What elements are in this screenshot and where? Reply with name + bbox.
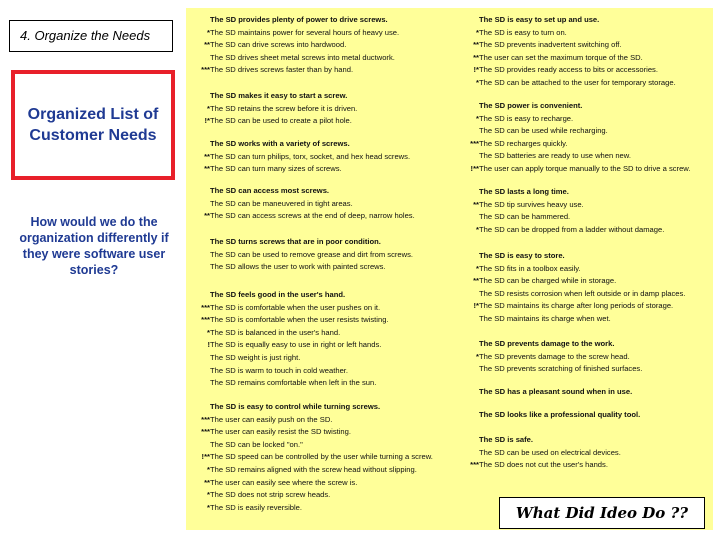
need-item-text: The SD is easy to turn on.	[479, 27, 567, 37]
need-item	[186, 365, 461, 378]
need-group-heading	[186, 185, 461, 198]
needs-list-panel	[186, 8, 713, 530]
need-item	[186, 327, 461, 340]
need-item-text: The user can easily push on the SD.	[210, 414, 333, 424]
need-item	[461, 211, 713, 224]
need-group-heading	[461, 250, 713, 263]
importance-mark: !*	[204, 116, 210, 126]
need-item-text: The SD resists corrosion when left outside or in damp places.	[479, 288, 686, 298]
importance-mark: **	[473, 52, 479, 62]
need-item	[461, 64, 713, 77]
need-item	[186, 489, 461, 502]
need-group	[461, 409, 713, 422]
need-item-text: The user can set the maximum torque of the SD.	[479, 52, 643, 62]
need-group-heading	[461, 100, 713, 113]
need-heading-text: The SD works with a variety of screws.	[210, 139, 350, 148]
importance-mark: **	[204, 477, 210, 487]
need-heading-text: The SD lasts a long time.	[479, 187, 569, 196]
importance-mark: **	[204, 164, 210, 174]
need-item-text: The SD can be dropped from a ladder without damage.	[479, 224, 665, 234]
need-item-text: The SD is easy to recharge.	[479, 113, 574, 123]
need-item-text: The SD speed can be controlled by the user while turning a screw.	[210, 452, 433, 462]
need-heading-text: The SD has a pleasant sound when in use.	[479, 387, 633, 396]
need-heading-text: The SD turns screws that are in poor condition.	[210, 237, 381, 246]
importance-mark: **	[204, 40, 210, 50]
need-item	[186, 314, 461, 327]
need-item	[186, 302, 461, 315]
need-item	[461, 113, 713, 126]
importance-mark: *	[207, 502, 210, 512]
importance-mark: **	[473, 276, 479, 286]
importance-mark: !*	[473, 301, 479, 311]
importance-mark: **	[204, 211, 210, 221]
need-heading-text: The SD prevents damage to the work.	[479, 339, 615, 348]
need-item-text: The SD does not strip screw heads.	[210, 490, 331, 500]
need-item	[461, 138, 713, 151]
need-item-text: The SD can be maneuvered in tight areas.	[210, 198, 353, 208]
need-item	[186, 339, 461, 352]
importance-mark: !**	[201, 452, 210, 462]
importance-mark: ***	[201, 65, 210, 75]
importance-mark: *	[207, 103, 210, 113]
need-heading-text: The SD power is convenient.	[479, 101, 583, 110]
need-item	[186, 502, 461, 515]
need-item	[186, 352, 461, 365]
need-item-text: The SD is comfortable when the user resists twisting.	[210, 315, 389, 325]
need-item	[461, 459, 713, 472]
need-heading-text: The SD can access most screws.	[210, 186, 330, 195]
need-item	[186, 151, 461, 164]
need-group-heading	[461, 14, 713, 27]
importance-mark: ***	[201, 427, 210, 437]
need-item	[186, 414, 461, 427]
need-item-text: The SD prevents scratching of finished surfaces.	[479, 364, 643, 374]
need-group-heading	[186, 401, 461, 414]
need-group	[461, 386, 713, 399]
need-item-text: The SD allows the user to work with painted screws.	[210, 262, 386, 272]
need-item	[186, 464, 461, 477]
importance-mark: *	[476, 113, 479, 123]
need-group	[461, 250, 713, 326]
need-group	[461, 14, 713, 90]
need-item-text: The SD can be used while recharging.	[479, 126, 608, 136]
need-item	[461, 125, 713, 138]
need-item	[461, 313, 713, 326]
importance-mark: **	[473, 40, 479, 50]
need-group-heading	[461, 186, 713, 199]
need-group	[186, 185, 461, 223]
need-group	[186, 236, 461, 274]
need-group-heading	[186, 14, 461, 27]
need-item	[186, 210, 461, 223]
need-item-text: The SD drives sheet metal screws into metal ductwork.	[210, 52, 395, 62]
importance-mark: **	[473, 199, 479, 209]
question-text: How would we do the organization differently if they were software user stories?	[19, 215, 169, 277]
need-item-text: The SD weight is just right.	[210, 352, 301, 362]
need-item-text: The SD can be charged while in storage.	[479, 276, 617, 286]
need-item-text: The SD can access screws at the end of deep, narrow holes.	[210, 211, 415, 221]
need-item	[186, 477, 461, 490]
need-item	[186, 426, 461, 439]
need-item-text: The SD can be used to remove grease and dirt from screws.	[210, 249, 414, 259]
need-item	[186, 198, 461, 211]
importance-mark: ***	[201, 414, 210, 424]
importance-mark: !	[207, 340, 210, 350]
need-item-text: The user can apply torque manually to the SD to drive a screw.	[479, 163, 691, 173]
need-group-heading	[186, 138, 461, 151]
need-item	[186, 64, 461, 77]
need-group-heading	[461, 434, 713, 447]
need-item-text: The SD can turn many sizes of screws.	[210, 164, 342, 174]
need-heading-text: The SD is easy to store.	[479, 251, 565, 260]
need-item	[461, 163, 713, 176]
importance-mark: *	[476, 27, 479, 37]
need-item-text: The SD maintains power for several hours of heavy use.	[210, 27, 400, 37]
need-heading-text: The SD is easy to control while turning screws.	[210, 402, 381, 411]
need-group	[186, 289, 461, 390]
need-item	[461, 300, 713, 313]
importance-mark: *	[207, 27, 210, 37]
need-group	[186, 90, 461, 128]
need-item-text: The SD recharges quickly.	[479, 138, 568, 148]
page-title: Organized List of Customer Needs	[27, 106, 159, 144]
need-item	[461, 199, 713, 212]
need-item	[461, 224, 713, 237]
importance-mark: !**	[470, 163, 479, 173]
need-item-text: The SD drives screws faster than by hand.	[210, 65, 354, 75]
need-group-heading	[186, 236, 461, 249]
need-item-text: The SD can be hammered.	[479, 212, 571, 222]
importance-mark: ***	[470, 138, 479, 148]
need-group-heading	[186, 289, 461, 302]
importance-mark: **	[204, 151, 210, 161]
need-item	[461, 351, 713, 364]
need-item-text: The SD can be attached to the user for temporary storage.	[479, 77, 676, 87]
need-item-text: The user can easily see where the screw is.	[210, 477, 358, 487]
need-item	[461, 77, 713, 90]
need-group-heading	[461, 386, 713, 399]
need-heading-text: The SD is safe.	[479, 435, 534, 444]
need-item-text: The SD is balanced in the user's hand.	[210, 327, 341, 337]
need-item	[461, 150, 713, 163]
need-item-text: The SD can drive screws into hardwood.	[210, 40, 347, 50]
need-group-heading	[186, 90, 461, 103]
need-group	[461, 434, 713, 472]
need-item-text: The SD can be used on electrical devices.	[479, 447, 621, 457]
importance-mark: *	[207, 464, 210, 474]
need-item-text: The SD remains aligned with the screw head without slipping.	[210, 464, 417, 474]
need-item	[186, 163, 461, 176]
need-item-text: The SD can be used to create a pilot hole.	[210, 116, 352, 126]
need-item-text: The SD retains the screw before it is driven.	[210, 103, 358, 113]
importance-mark: ***	[201, 315, 210, 325]
need-item	[186, 39, 461, 52]
need-item-text: The SD is warm to touch in cold weather.	[210, 365, 349, 375]
need-heading-text: The SD looks like a professional quality tool.	[479, 410, 641, 419]
need-heading-text: The SD makes it easy to start a screw.	[210, 91, 348, 100]
importance-mark: ***	[470, 460, 479, 470]
need-group	[186, 138, 461, 176]
need-item-text: The SD provides ready access to bits or accessories.	[479, 65, 658, 75]
importance-mark: !*	[473, 65, 479, 75]
need-item-text: The SD prevents damage to the screw head.	[479, 351, 630, 361]
importance-mark: *	[476, 224, 479, 234]
need-group	[461, 338, 713, 376]
need-item-text: The SD does not cut the user's hands.	[479, 460, 608, 470]
need-item-text: The SD batteries are ready to use when new.	[479, 151, 631, 161]
need-item	[461, 27, 713, 40]
need-item	[186, 249, 461, 262]
need-item	[186, 439, 461, 452]
importance-mark: ***	[201, 302, 210, 312]
importance-mark: *	[476, 351, 479, 361]
need-heading-text: The SD is easy to set up and use.	[479, 15, 600, 24]
need-group	[461, 100, 713, 176]
need-item	[461, 363, 713, 376]
need-group	[186, 401, 461, 514]
need-item	[461, 263, 713, 276]
need-item-text: The SD can be locked "on."	[210, 439, 303, 449]
need-item	[461, 288, 713, 301]
need-item-text: The SD prevents inadvertent switching off.	[479, 40, 622, 50]
section-label: 4. Organize the Needs	[9, 20, 173, 52]
need-item	[186, 451, 461, 464]
need-item-text: The SD remains comfortable when left in the sun.	[210, 378, 377, 388]
need-item-text: The SD fits in a toolbox easily.	[479, 263, 581, 273]
need-item-text: The SD is equally easy to use in right or left hands.	[210, 340, 382, 350]
need-item	[186, 377, 461, 390]
need-item-text: The SD maintains its charge after long periods of storage.	[479, 301, 674, 311]
need-group	[461, 186, 713, 236]
need-item-text: The SD maintains its charge when wet.	[479, 313, 611, 323]
importance-mark: *	[207, 490, 210, 500]
need-group	[186, 14, 461, 77]
need-heading-text: The SD provides plenty of power to drive screws.	[210, 15, 388, 24]
need-item	[461, 447, 713, 460]
importance-mark: *	[476, 77, 479, 87]
need-item-text: The SD tip survives heavy use.	[479, 199, 584, 209]
need-item-text: The user can easily resist the SD twisting.	[210, 427, 351, 437]
need-item	[186, 27, 461, 40]
importance-mark: *	[207, 327, 210, 337]
need-item	[461, 275, 713, 288]
need-heading-text: The SD feels good in the user's hand.	[210, 290, 346, 299]
need-item	[461, 39, 713, 52]
need-group-heading	[461, 338, 713, 351]
need-group-heading	[461, 409, 713, 422]
importance-mark: *	[476, 263, 479, 273]
need-item-text: The SD is easily reversible.	[210, 502, 303, 512]
need-item	[186, 103, 461, 116]
need-item	[186, 115, 461, 128]
need-item	[186, 52, 461, 65]
ideo-callout: What Did Ideo Do ??	[499, 497, 705, 529]
need-item-text: The SD can turn philips, torx, socket, and hex head screws.	[210, 151, 411, 161]
page-title-box	[11, 70, 175, 180]
need-item	[186, 261, 461, 274]
need-item	[461, 52, 713, 65]
need-item-text: The SD is comfortable when the user pushes on it.	[210, 302, 381, 312]
